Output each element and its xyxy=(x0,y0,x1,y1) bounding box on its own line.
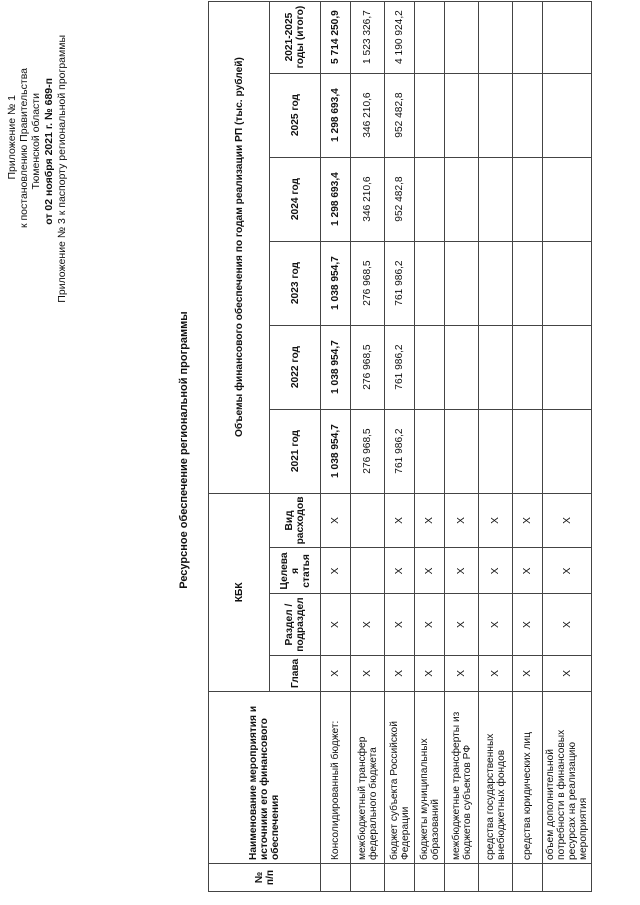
value-cell xyxy=(445,157,479,241)
value-cell: 1 038 954,7 xyxy=(321,325,351,409)
kbk-cell: X xyxy=(415,548,445,594)
kbk-cell: X xyxy=(385,493,415,548)
kbk-cell: X xyxy=(513,493,543,548)
col-header-name: Наименование мероприятия и источники его финансового обеспечения xyxy=(209,692,321,864)
appendix-date: от 02 ноября 2021 г. № 689-п xyxy=(43,78,55,225)
value-cell: 1 298 693,4 xyxy=(321,157,351,241)
row-name-cell: межбюджетный трансфер федерального бюджета xyxy=(351,692,385,864)
value-cell xyxy=(479,1,513,73)
kbk-cell: X xyxy=(543,594,592,655)
row-number-cell xyxy=(479,864,513,892)
row-number-cell xyxy=(385,864,415,892)
table-row xyxy=(513,1,543,891)
value-cell: 276 968,5 xyxy=(351,409,385,493)
kbk-cell: X xyxy=(385,594,415,655)
document-title: Ресурсное обеспечение региональной программы xyxy=(178,311,190,589)
value-cell: 1 038 954,7 xyxy=(321,241,351,325)
value-cell: 761 986,2 xyxy=(385,325,415,409)
value-cell: 1 298 693,4 xyxy=(321,73,351,157)
col-header-year-2021: 2021 год xyxy=(270,409,321,493)
kbk-cell: X xyxy=(385,548,415,594)
col-header-kbk: КБК xyxy=(209,493,270,691)
row-name-cell: Консолидированный бюджет: xyxy=(321,692,351,864)
col-header-total: 2021-2025 годы (итого) xyxy=(270,1,321,73)
table-row xyxy=(385,1,415,891)
value-cell xyxy=(543,157,592,241)
kbk-cell: X xyxy=(513,548,543,594)
value-cell: 952 482,8 xyxy=(385,73,415,157)
kbk-cell: X xyxy=(543,493,592,548)
kbk-cell: X xyxy=(321,493,351,548)
resource-table xyxy=(208,1,592,892)
col-header-year-2022: 2022 год xyxy=(270,325,321,409)
value-cell xyxy=(415,73,445,157)
kbk-cell: X xyxy=(445,493,479,548)
col-header-kbk-chapter: Глава xyxy=(270,655,321,691)
value-cell: 346 210,6 xyxy=(351,73,385,157)
table-body xyxy=(321,1,592,891)
kbk-cell: X xyxy=(479,655,513,691)
value-cell xyxy=(415,325,445,409)
value-cell xyxy=(415,241,445,325)
row-name-cell: средства государственных внебюджетных фондов xyxy=(479,692,513,864)
kbk-cell: X xyxy=(385,655,415,691)
col-header-year-2024: 2024 год xyxy=(270,157,321,241)
col-header-year-2023: 2023 год xyxy=(270,241,321,325)
value-cell xyxy=(479,241,513,325)
table-row xyxy=(445,1,479,891)
value-cell: 952 482,8 xyxy=(385,157,415,241)
col-header-year-2025: 2025 год xyxy=(270,73,321,157)
table-row xyxy=(321,1,351,891)
value-cell: 1 038 954,7 xyxy=(321,409,351,493)
value-cell xyxy=(543,1,592,73)
value-cell xyxy=(513,325,543,409)
kbk-cell: X xyxy=(351,594,385,655)
value-cell xyxy=(543,325,592,409)
value-cell xyxy=(513,409,543,493)
appendix-region: Тюменской области xyxy=(30,93,42,190)
resource-table-wrapper xyxy=(208,1,592,892)
row-number-cell xyxy=(513,864,543,892)
kbk-cell: X xyxy=(479,594,513,655)
value-cell xyxy=(513,73,543,157)
row-number-cell xyxy=(415,864,445,892)
value-cell xyxy=(415,409,445,493)
value-cell xyxy=(415,1,445,73)
appendix-ref: к постановлению Правительства xyxy=(18,68,30,229)
value-cell xyxy=(479,157,513,241)
value-cell: 276 968,5 xyxy=(351,325,385,409)
row-number-cell xyxy=(543,864,592,892)
row-name-cell: межбюджетные трансферты из бюджетов субъектов РФ xyxy=(445,692,479,864)
appendix-number: Приложение № 1 xyxy=(6,95,18,180)
kbk-cell xyxy=(351,548,385,594)
value-cell xyxy=(513,1,543,73)
kbk-cell: X xyxy=(415,655,445,691)
value-cell: 761 986,2 xyxy=(385,241,415,325)
row-number-cell xyxy=(351,864,385,892)
kbk-cell: X xyxy=(321,548,351,594)
value-cell xyxy=(543,73,592,157)
value-cell: 1 523 326,7 xyxy=(351,1,385,73)
value-cell xyxy=(479,73,513,157)
value-cell xyxy=(445,1,479,73)
row-name-cell: бюджеты муниципальных образований xyxy=(415,692,445,864)
kbk-cell: X xyxy=(445,594,479,655)
kbk-cell xyxy=(351,493,385,548)
value-cell: 276 968,5 xyxy=(351,241,385,325)
kbk-cell: X xyxy=(321,594,351,655)
value-cell xyxy=(445,241,479,325)
kbk-cell: X xyxy=(543,548,592,594)
col-header-kbk-article: Целева я статья xyxy=(270,548,321,594)
value-cell: 5 714 250,9 xyxy=(321,1,351,73)
appendix-passport: Приложение № 3 к паспорту региональной программы xyxy=(56,35,68,303)
kbk-cell: X xyxy=(445,655,479,691)
table-row xyxy=(543,1,592,891)
value-cell xyxy=(445,325,479,409)
value-cell: 761 986,2 xyxy=(385,409,415,493)
table-row xyxy=(479,1,513,891)
value-cell xyxy=(513,157,543,241)
kbk-cell: X xyxy=(513,594,543,655)
value-cell xyxy=(479,409,513,493)
col-header-kbk-section: Раздел / подраздел xyxy=(270,594,321,655)
kbk-cell: X xyxy=(321,655,351,691)
kbk-cell: X xyxy=(479,548,513,594)
row-name-cell: объем дополнительной потребности в финансовых ресурсах на реализацию мероприятия xyxy=(543,692,592,864)
row-number-cell xyxy=(445,864,479,892)
value-cell xyxy=(543,409,592,493)
kbk-cell: X xyxy=(445,548,479,594)
table-row xyxy=(351,1,385,891)
kbk-cell: X xyxy=(513,655,543,691)
col-header-kbk-type: Вид расходов xyxy=(270,493,321,548)
kbk-cell: X xyxy=(415,594,445,655)
col-header-number: № п/п xyxy=(209,864,321,892)
kbk-cell: X xyxy=(543,655,592,691)
row-name-cell: средства юридических лиц xyxy=(513,692,543,864)
kbk-cell: X xyxy=(351,655,385,691)
kbk-cell: X xyxy=(479,493,513,548)
value-cell xyxy=(445,409,479,493)
value-cell: 4 190 924,2 xyxy=(385,1,415,73)
value-cell xyxy=(543,241,592,325)
value-cell xyxy=(445,73,479,157)
value-cell xyxy=(415,157,445,241)
col-header-volumes: Объемы финансового обеспечения по годам реализации РП (тыс. рублей) xyxy=(209,1,270,493)
value-cell: 346 210,6 xyxy=(351,157,385,241)
value-cell xyxy=(513,241,543,325)
row-name-cell: бюджет субъекта Российской Федерации xyxy=(385,692,415,864)
row-number-cell xyxy=(321,864,351,892)
table-row xyxy=(415,1,445,891)
value-cell xyxy=(479,325,513,409)
kbk-cell: X xyxy=(415,493,445,548)
